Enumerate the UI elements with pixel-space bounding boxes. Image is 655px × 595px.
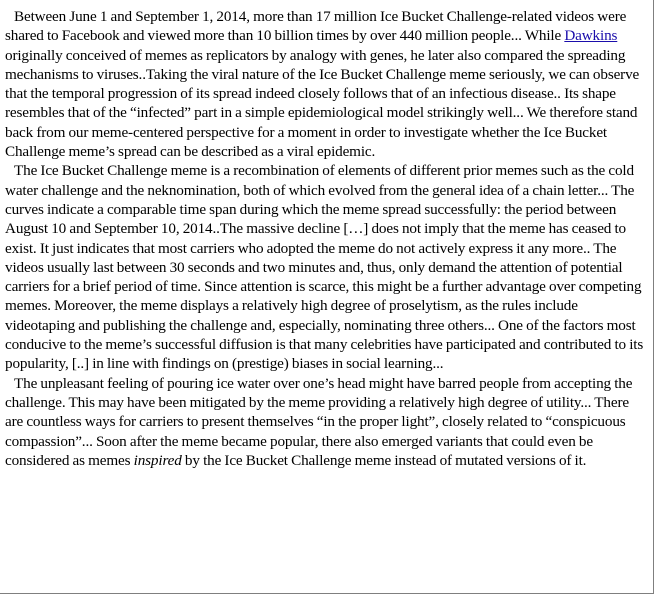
paragraph-3 [5,374,649,470]
paragraph-1-text-end: originally conceived of memes as replicators by analogy with genes, he later also compared the spreading mechanisms to viruses..Taking the viral nature of the Ice Bucket Challenge meme seriously, we can observe that the temporal progression of its spread indeed closely follows that of an infectious disease.. Its shape resembles that of the “infected” part in a simple epidemiological model strikingly well... We therefore stand back from our meme-centered perspective for a moment in order to investigate whether the Ice Bucket Challenge meme’s spread can be described as a viral epidemic. [5,46,640,161]
paragraph-1 [5,7,649,161]
paragraph-2: The Ice Bucket Challenge meme is a recombination of elements of different prior memes such as the cold water challenge and the neknomination, both of which evolved from the general idea of a chain letter... The curves indicate a comparable time span during which the meme spread successfully: the period between August 10 and September 10, 2014..The massive decline […] does not imply that the meme has ceased to exist. It just indicates that most carriers who adopted the meme do not actively express it any more.. The videos usually last between 30 seconds and two minutes and, thus, only demand the attention of potential carriers for a brief period of time. Since attention is scarce, this might be a further advantage over competing memes. Moreover, the meme displays a relatively high degree of proselytism, as the rules include videotaping and publishing the challenge and, especially, nominating three others... One of the factors most conducive to the meme’s successful diffusion is that many celebrities have participated and contributed to its popularity, [..] in line with findings on (prestige) biases in social learning... [5,162,644,373]
paragraph-1-text-start: Between June 1 and September 1, 2014, more than 17 million Ice Bucket Challenge-related videos were shared to Facebook and viewed more than 10 billion times by over 440 million people... While [5,8,627,45]
paragraph-3-text-end: by the Ice Bucket Challenge meme instead of mutated versions of it. [181,451,587,469]
dawkins-link[interactable]: Dawkins [564,27,618,45]
paragraph-3-text-start: The unpleasant feeling of pouring ice water over one’s head might have barred people from accepting the challenge. This may have been mitigated by the meme providing a relatively high degree of utility... There are countless ways for carriers to present themselves “in the proper light”, closely related to “conspicuous compassion”... Soon after the meme became popular, there also emerged variants that could even be considered as memes [5,374,633,469]
italic-emphasis: inspired [133,451,182,469]
